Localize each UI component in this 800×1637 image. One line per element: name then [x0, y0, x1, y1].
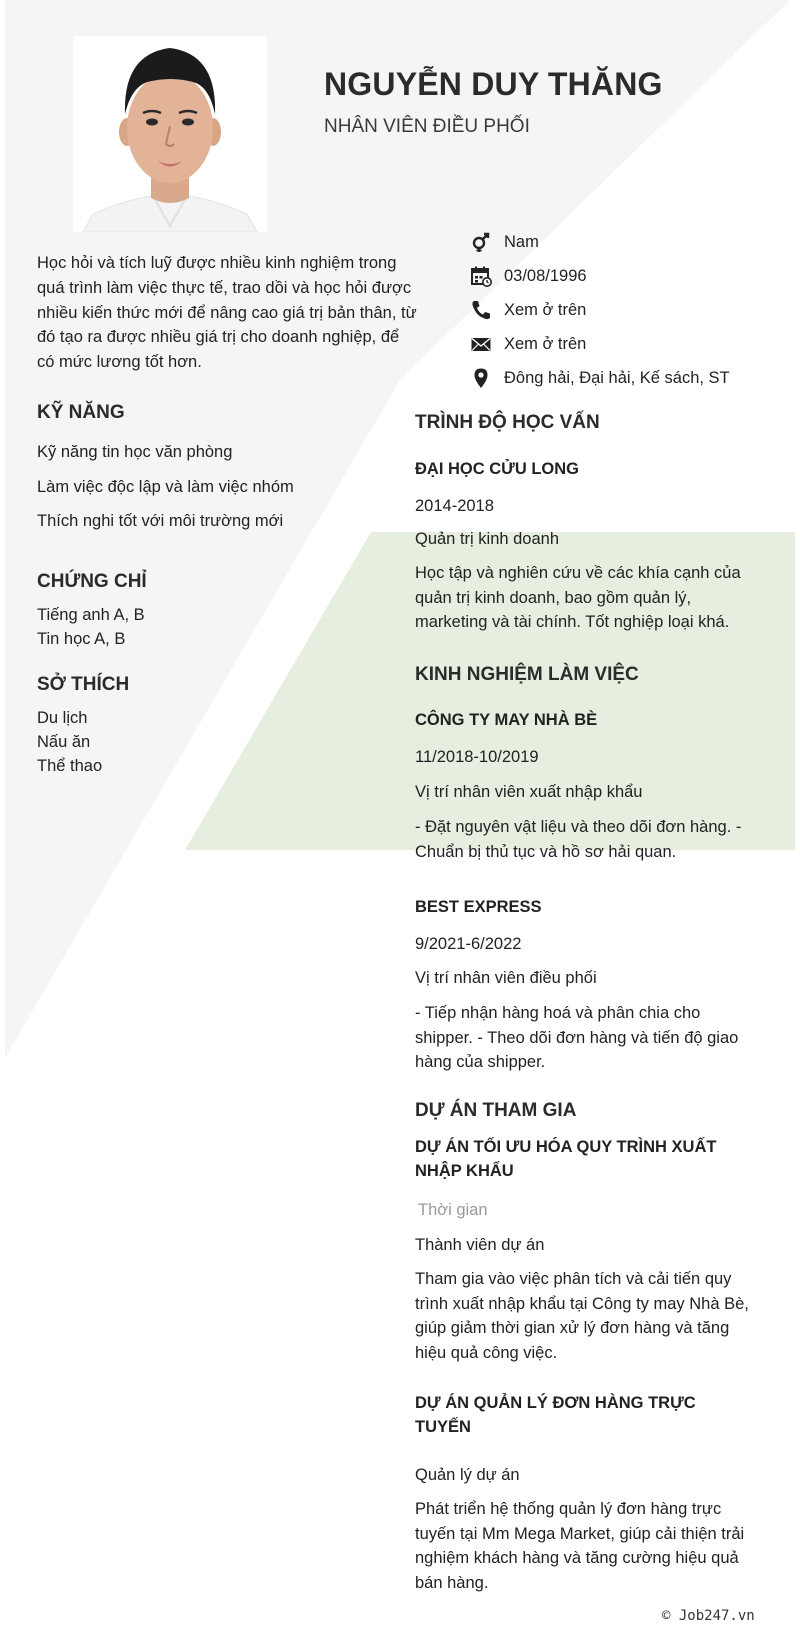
profile-photo [73, 36, 267, 232]
phone-icon [470, 299, 492, 321]
project-time-placeholder: Thời gian [418, 1201, 488, 1219]
job-description: - Tiếp nhận hàng hoá và phân chia cho shipper. - Theo dõi đơn hàng và tiến độ giao hàng của shipper. [415, 1004, 739, 1071]
skill-item: Thích nghi tốt với môi trường mới [37, 512, 284, 530]
info-phone [470, 296, 586, 324]
job-role: Vị trí nhân viên xuất nhập khẩu [415, 783, 643, 801]
experience-heading: KINH NGHIỆM LÀM VIỆC [415, 664, 639, 685]
calendar-icon [470, 265, 492, 287]
candidate-position: NHÂN VIÊN ĐIỀU PHỐI [324, 116, 530, 137]
hobby-item: Nấu ăn [37, 733, 91, 751]
gender-icon [470, 231, 492, 253]
project-name: DỰ ÁN QUẢN LÝ ĐƠN HÀNG TRỰC TUYẾN [415, 1394, 696, 1436]
education-heading: TRÌNH ĐỘ HỌC VẤN [415, 412, 600, 433]
certificate-item: Tiếng anh A, B [37, 606, 145, 624]
watermark: © Job247.vn [662, 1608, 755, 1624]
project-role: Quản lý dự án [415, 1466, 520, 1484]
project-name: DỰ ÁN TỐI ƯU HÓA QUY TRÌNH XUẤT NHẬP KHẨU [415, 1138, 717, 1180]
job-company: CÔNG TY MAY NHÀ BÈ [415, 711, 598, 729]
education-school: ĐẠI HỌC CỬU LONG [415, 460, 580, 478]
job-role: Vị trí nhân viên điều phối [415, 969, 597, 987]
hobby-item: Du lịch [37, 709, 88, 727]
info-address [470, 364, 730, 392]
skill-item: Làm việc độc lập và làm việc nhóm [37, 478, 294, 496]
project-description: Tham gia vào việc phân tích và cải tiến quy trình xuất nhập khẩu tại Công ty may Nhà Bè, giúp giảm thời gian xử lý đơn hàng và tăng hiệu quả công việc. [415, 1270, 749, 1362]
info-gender-value: Nam [504, 232, 539, 251]
education-description: Học tập và nghiên cứu về các khía cạnh của quản trị kinh doanh, bao gồm quản lý, marketing và tài chính. Tốt nghiệp loại khá. [415, 564, 741, 631]
info-birthdate-value: 03/08/1996 [504, 266, 587, 285]
skill-item: Kỹ năng tin học văn phòng [37, 443, 233, 461]
project-description: Phát triển hệ thống quản lý đơn hàng trực tuyến tại Mm Mega Market, giúp cải thiện trải nghiệm khách hàng và tăng cường hiệu quả bán hàng. [415, 1500, 745, 1592]
job-period: 11/2018-10/2019 [415, 748, 539, 766]
career-objective: Học hỏi và tích luỹ được nhiều kinh nghiệm trong quá trình làm việc thực tế, trao dồi và học hỏi được nhiều kiến thức mới để nâng cao giá trị bản thân, từ đó tạo ra được nhiều giá trị cho doanh nghiệp, để có mức lương tốt hơn. [37, 254, 417, 372]
info-address-value: Đông hải, Đại hải, Kế sách, ST [504, 368, 730, 387]
education-major: Quản trị kinh doanh [415, 530, 560, 548]
hobbies-heading: SỞ THÍCH [37, 674, 130, 695]
info-phone-value: Xem ở trên [504, 300, 587, 319]
certificates-heading: CHỨNG CHỈ [37, 571, 147, 592]
job-company: BEST EXPRESS [415, 898, 542, 916]
job-description: - Đặt nguyên vật liệu và theo dõi đơn hàng. - Chuẩn bị thủ tục và hồ sơ hải quan. [415, 818, 742, 861]
project-role: Thành viên dự án [415, 1236, 545, 1254]
info-birthdate [470, 262, 587, 290]
info-email-value: Xem ở trên [504, 334, 587, 353]
info-email [470, 330, 586, 358]
skills-heading: KỸ NĂNG [37, 402, 125, 423]
location-pin-icon [470, 367, 492, 389]
job-period: 9/2021-6/2022 [415, 935, 522, 953]
candidate-name: NGUYỄN DUY THĂNG [324, 66, 663, 102]
education-period: 2014-2018 [415, 497, 494, 515]
certificate-item: Tin học A, B [37, 630, 126, 648]
projects-heading: DỰ ÁN THAM GIA [415, 1100, 577, 1121]
info-gender [470, 228, 539, 256]
mail-icon [470, 333, 492, 355]
hobby-item: Thể thao [37, 757, 103, 775]
